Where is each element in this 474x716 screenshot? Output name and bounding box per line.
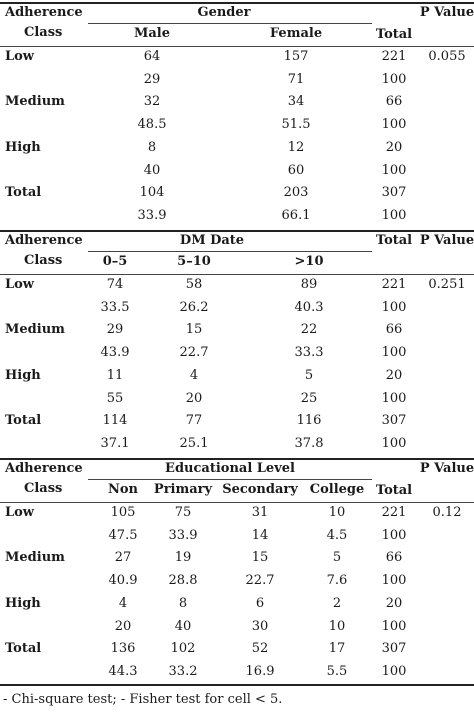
total-cell: 20 [385,595,403,611]
row-label: Low [5,49,35,64]
count-cell: 77 [185,413,203,429]
percent-cell: 71 [287,71,305,87]
row-label: High [5,367,41,383]
percent-cell: 5.5 [326,663,348,679]
percent-cell: 16.9 [245,663,275,679]
header-pvalue: P Value [419,5,474,20]
row-label: Total [5,413,42,429]
header-class: Class [24,481,63,496]
count-cell: 74 [106,277,124,292]
header-pvalue: P Value [419,461,474,476]
count-cell: 5 [332,550,342,566]
pvalue-cell: 0.055 [428,49,466,64]
count-cell: 11 [106,367,124,383]
total-percent-cell: 100 [381,663,407,679]
count-cell: 8 [178,595,188,611]
header-column: Male [133,26,171,41]
total-percent-cell: 100 [381,618,407,634]
total-cell: 307 [381,185,407,201]
count-cell: 15 [251,550,269,566]
header-total: Total [375,233,413,248]
total-percent-cell: 100 [381,207,407,223]
total-percent-cell: 100 [381,162,407,178]
header-class: Class [24,25,63,40]
count-cell: 203 [283,185,309,201]
total-cell: 66 [385,94,403,110]
count-cell: 27 [114,550,132,566]
percent-cell: 30 [251,618,269,634]
percent-cell: 33.9 [168,527,198,543]
count-cell: 105 [110,505,136,520]
total-percent-cell: 100 [381,390,407,406]
total-cell: 20 [385,367,403,383]
header-column: Non [107,482,139,497]
row-label: Medium [5,322,65,338]
count-cell: 4 [118,595,128,611]
row-label: Total [5,185,42,201]
count-cell: 19 [174,550,192,566]
header-total: Total [375,27,413,42]
group-underline [88,251,372,252]
count-cell: 8 [147,139,157,155]
row-label: High [5,595,41,611]
percent-cell: 29 [143,71,161,87]
count-cell: 4 [189,367,199,383]
total-percent-cell: 100 [381,117,407,133]
header-bottom-rule [0,502,474,503]
pvalue-cell: 0.251 [428,277,466,292]
row-label: Low [5,505,35,520]
percent-cell: 28.8 [168,573,198,589]
pvalue-cell: 0.12 [432,505,462,520]
percent-cell: 43.9 [100,345,130,361]
percent-cell: 20 [185,390,203,406]
header-total: Total [375,483,413,498]
total-cell: 66 [385,550,403,566]
total-percent-cell: 100 [381,299,407,315]
count-cell: 89 [300,277,318,292]
percent-cell: 33.5 [100,299,130,315]
count-cell: 32 [143,94,161,110]
percent-cell: 66.1 [281,207,311,223]
count-cell: 12 [287,139,305,155]
count-cell: 116 [296,413,322,429]
percent-cell: 40.3 [294,299,324,315]
total-cell: 307 [381,413,407,429]
header-column: >10 [294,254,324,269]
header-column: College [309,482,365,497]
row-label: Total [5,641,42,657]
percent-cell: 40 [143,162,161,178]
percent-cell: 37.1 [100,435,130,451]
total-percent-cell: 100 [381,573,407,589]
header-adherence: Adherence [5,233,83,248]
total-cell: 221 [381,49,407,64]
count-cell: 58 [185,277,203,292]
total-cell: 307 [381,641,407,657]
group-underline [88,23,372,24]
count-cell: 136 [110,641,136,657]
percent-cell: 25 [300,390,318,406]
header-column: Female [269,26,323,41]
header-pvalue: P Value [419,233,474,248]
count-cell: 75 [174,505,192,520]
count-cell: 52 [251,641,269,657]
percent-cell: 33.9 [137,207,167,223]
count-cell: 15 [185,322,203,338]
count-cell: 157 [283,49,309,64]
percent-cell: 33.3 [294,345,324,361]
percent-cell: 40 [174,618,192,634]
count-cell: 10 [328,505,346,520]
header-column: 5–10 [177,254,211,269]
header-group-label: Educational Level [165,461,295,476]
total-percent-cell: 100 [381,527,407,543]
header-bottom-rule [0,46,474,47]
header-adherence: Adherence [5,5,83,20]
percent-cell: 51.5 [281,117,311,133]
count-cell: 6 [255,595,265,611]
count-cell: 102 [170,641,196,657]
percent-cell: 33.2 [168,663,198,679]
percent-cell: 47.5 [108,527,138,543]
count-cell: 5 [304,367,314,383]
count-cell: 104 [139,185,165,201]
header-column: Secondary [222,482,298,497]
percent-cell: 55 [106,390,124,406]
total-percent-cell: 100 [381,435,407,451]
header-column: Primary [153,482,213,497]
count-cell: 34 [287,94,305,110]
percent-cell: 44.3 [108,663,138,679]
count-cell: 2 [332,595,342,611]
percent-cell: 4.5 [326,527,348,543]
count-cell: 114 [102,413,128,429]
percent-cell: 20 [114,618,132,634]
header-bottom-rule [0,274,474,275]
total-percent-cell: 100 [381,71,407,87]
header-group-label: Gender [197,5,251,20]
percent-cell: 60 [287,162,305,178]
count-cell: 29 [106,322,124,338]
header-adherence: Adherence [5,461,83,476]
percent-cell: 37.8 [294,435,324,451]
total-cell: 20 [385,139,403,155]
total-cell: 221 [381,277,407,292]
percent-cell: 7.6 [326,573,348,589]
footnote: - Chi-square test; - Fisher test for cell < 5. [3,692,283,707]
percent-cell: 22.7 [179,345,209,361]
percent-cell: 26.2 [179,299,209,315]
row-label: High [5,139,41,155]
count-cell: 22 [300,322,318,338]
header-class: Class [24,253,63,268]
percent-cell: 48.5 [137,117,167,133]
percent-cell: 14 [251,527,269,543]
header-group-label: DM Date [179,233,245,248]
percent-cell: 22.7 [245,573,275,589]
row-label: Medium [5,94,65,110]
percent-cell: 25.1 [179,435,209,451]
percent-cell: 40.9 [108,573,138,589]
count-cell: 31 [251,505,269,520]
total-cell: 66 [385,322,403,338]
row-label: Medium [5,550,65,566]
count-cell: 17 [328,641,346,657]
count-cell: 64 [143,49,161,64]
row-label: Low [5,277,35,292]
table-bottom-rule [0,684,474,686]
total-cell: 221 [381,505,407,520]
group-underline [88,479,372,480]
header-column: 0–5 [102,254,128,269]
total-percent-cell: 100 [381,345,407,361]
percent-cell: 10 [328,618,346,634]
